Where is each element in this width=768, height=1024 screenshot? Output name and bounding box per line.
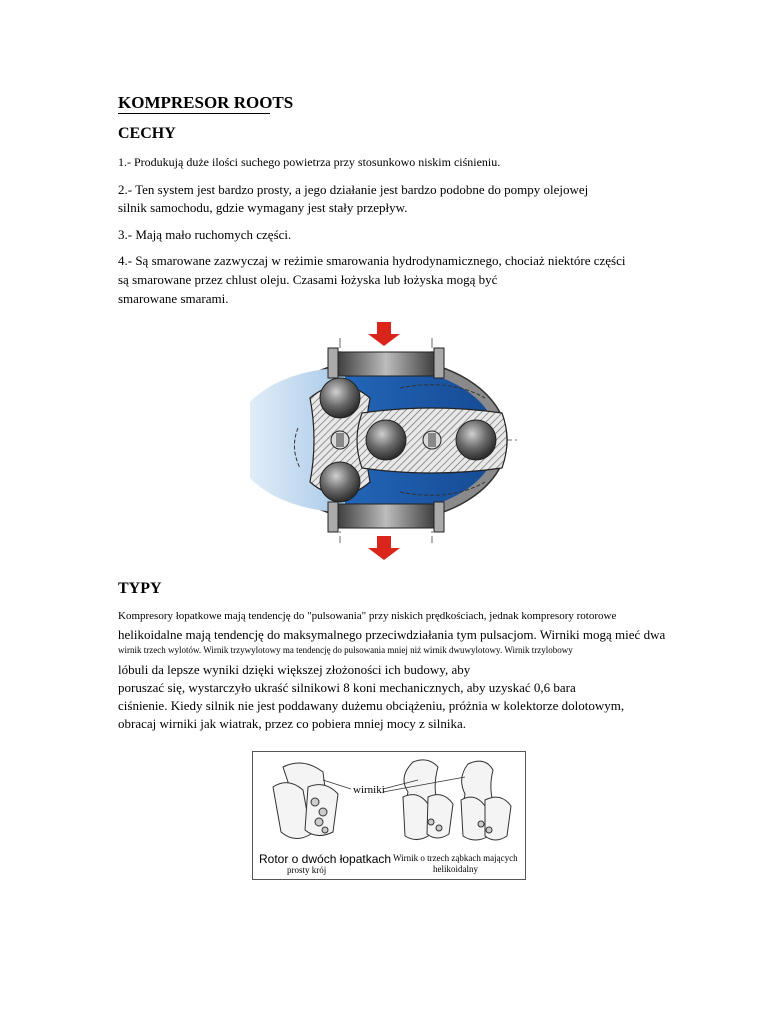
- outlet-port: [336, 504, 436, 528]
- two-lobe-rotor-drawing: [273, 763, 338, 839]
- page-title: KOMPRESOR ROOTS: [118, 93, 294, 112]
- three-lobe-rotor-drawing: [403, 760, 511, 840]
- feature-item-1: 1.- Produkują duże ilości suchego powietrza przy stosunkowo niskim ciśnieniu.: [118, 155, 501, 169]
- inlet-arrow-icon: [368, 322, 400, 346]
- types-line-5: poruszać się, wystarczyło ukraść silnikowi 8 koni mechanicznych, aby uzyskać 0,6 bara: [118, 680, 576, 695]
- rotor-types-figure: [252, 751, 526, 880]
- caption-three-lobe-sub: helikoidalny: [433, 864, 478, 874]
- types-heading: TYPY: [118, 580, 162, 597]
- roots-compressor-diagram: [250, 318, 520, 563]
- types-line-3: wirnik trzech wylotów. Wirnik trzywylotowy ma tendencję do pulsowania mniej niż wirnik dwuwylotowy. Wirnik trzylobowy: [118, 645, 573, 655]
- types-line-6: ciśnienie. Kiedy silnik nie jest poddawany dużemu obciążeniu, próżnia w kolektorze dolotowym,: [118, 698, 625, 713]
- feature-item-4-line-3: smarowane smarami.: [118, 291, 229, 306]
- types-line-7: obracaj wirniki jak wiatrak, przez co pobiera mniej mocy z silnika.: [118, 716, 466, 731]
- types-line-1: Kompresory łopatkowe mają tendencję do "pulsowania" przy niskich prędkościach, jednak kompresory rotorowe: [118, 610, 617, 622]
- caption-two-lobe: Rotor o dwóch łopatkach: [259, 852, 392, 866]
- feature-item-3: 3.- Mają mało ruchomych części.: [118, 227, 292, 242]
- feature-item-2-line-2: silnik samochodu, gdzie wymagany jest stały przepływ.: [118, 200, 408, 215]
- feature-item-4-line-2: są smarowane przez chlust oleju. Czasami łożyska lub łożyska mogą być: [118, 272, 498, 287]
- caption-two-lobe-sub: prosty krój: [287, 865, 327, 875]
- types-line-2: helikoidalne mają tendencję do maksymalnego przeciwdziałania tym pulsacjom. Wirniki mogą mieć dwa: [118, 627, 666, 642]
- caption-three-lobe: Wirnik o trzech ząbkach mających: [393, 853, 518, 863]
- feature-item-2-line-1: 2.- Ten system jest bardzo prosty, a jego działanie jest bardzo podobne do pompy olejowej: [118, 182, 589, 197]
- inlet-port: [336, 352, 436, 376]
- rotors-label: wirniki: [353, 784, 385, 796]
- outlet-arrow-icon: [368, 536, 400, 560]
- title-underline: [118, 113, 270, 114]
- feature-item-4-line-1: 4.- Są smarowane zazwyczaj w reżimie smarowania hydrodynamicznego, chociaż niektóre części: [118, 253, 626, 268]
- features-heading: CECHY: [118, 125, 176, 142]
- types-line-4: lóbuli da lepsze wyniki dzięki większej złożoności ich budowy, aby: [118, 662, 471, 677]
